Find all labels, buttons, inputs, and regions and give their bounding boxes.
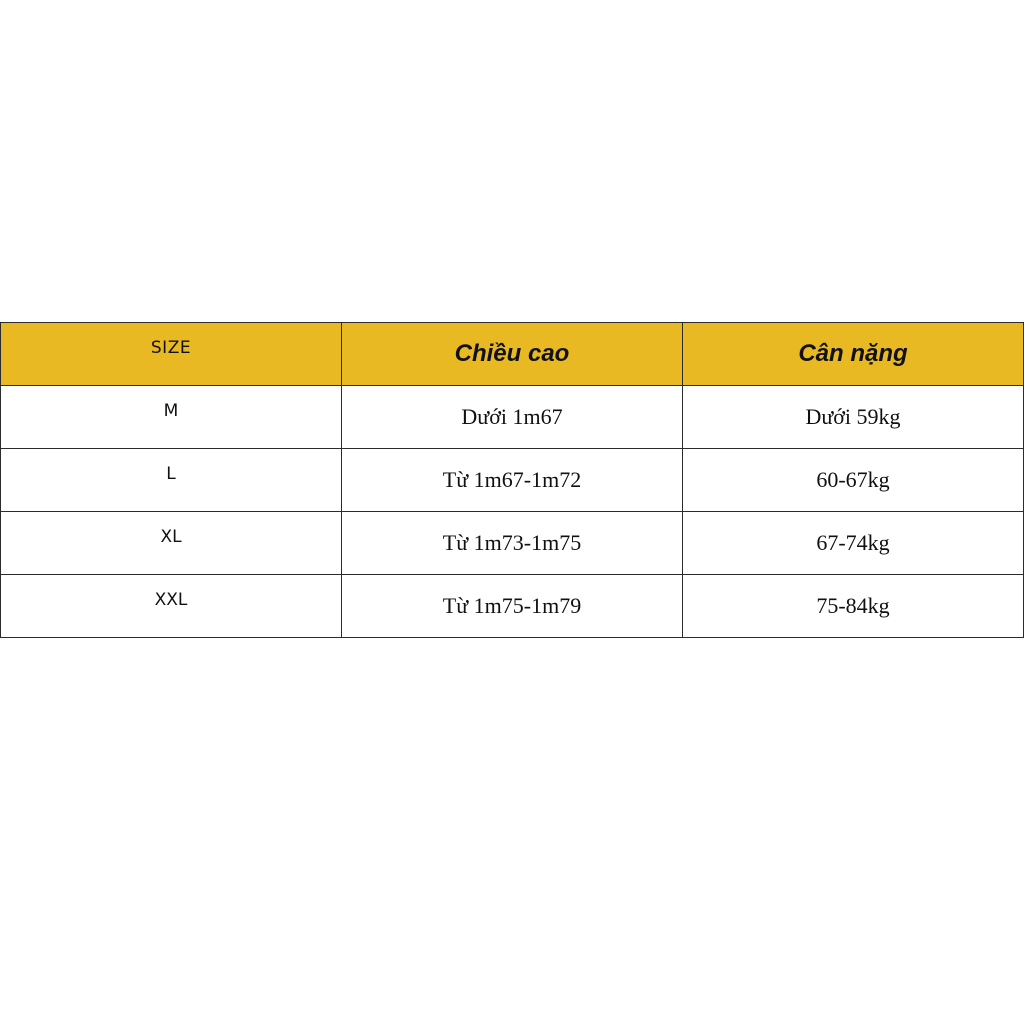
header-weight: Cân nặng: [683, 323, 1024, 386]
table-row: [1, 449, 1024, 512]
size-cell: XXL: [1, 575, 342, 638]
table-header: [1, 323, 1024, 386]
size-cell: L: [1, 449, 342, 512]
weight-cell: 67-74kg: [683, 512, 1024, 575]
height-cell: Từ 1m73-1m75: [342, 512, 683, 575]
weight-cell: 75-84kg: [683, 575, 1024, 638]
header-row: [1, 323, 1024, 386]
size-cell: XL: [1, 512, 342, 575]
height-cell: Dưới 1m67: [342, 386, 683, 449]
size-cell: M: [1, 386, 342, 449]
height-cell: Từ 1m67-1m72: [342, 449, 683, 512]
table-row: [1, 386, 1024, 449]
table-body: [1, 386, 1024, 638]
table-row: [1, 512, 1024, 575]
size-chart-table: [0, 322, 1024, 638]
header-height: Chiều cao: [342, 323, 683, 386]
table-row: [1, 575, 1024, 638]
height-cell: Từ 1m75-1m79: [342, 575, 683, 638]
weight-cell: Dưới 59kg: [683, 386, 1024, 449]
header-size: SIZE: [1, 323, 342, 386]
weight-cell: 60-67kg: [683, 449, 1024, 512]
